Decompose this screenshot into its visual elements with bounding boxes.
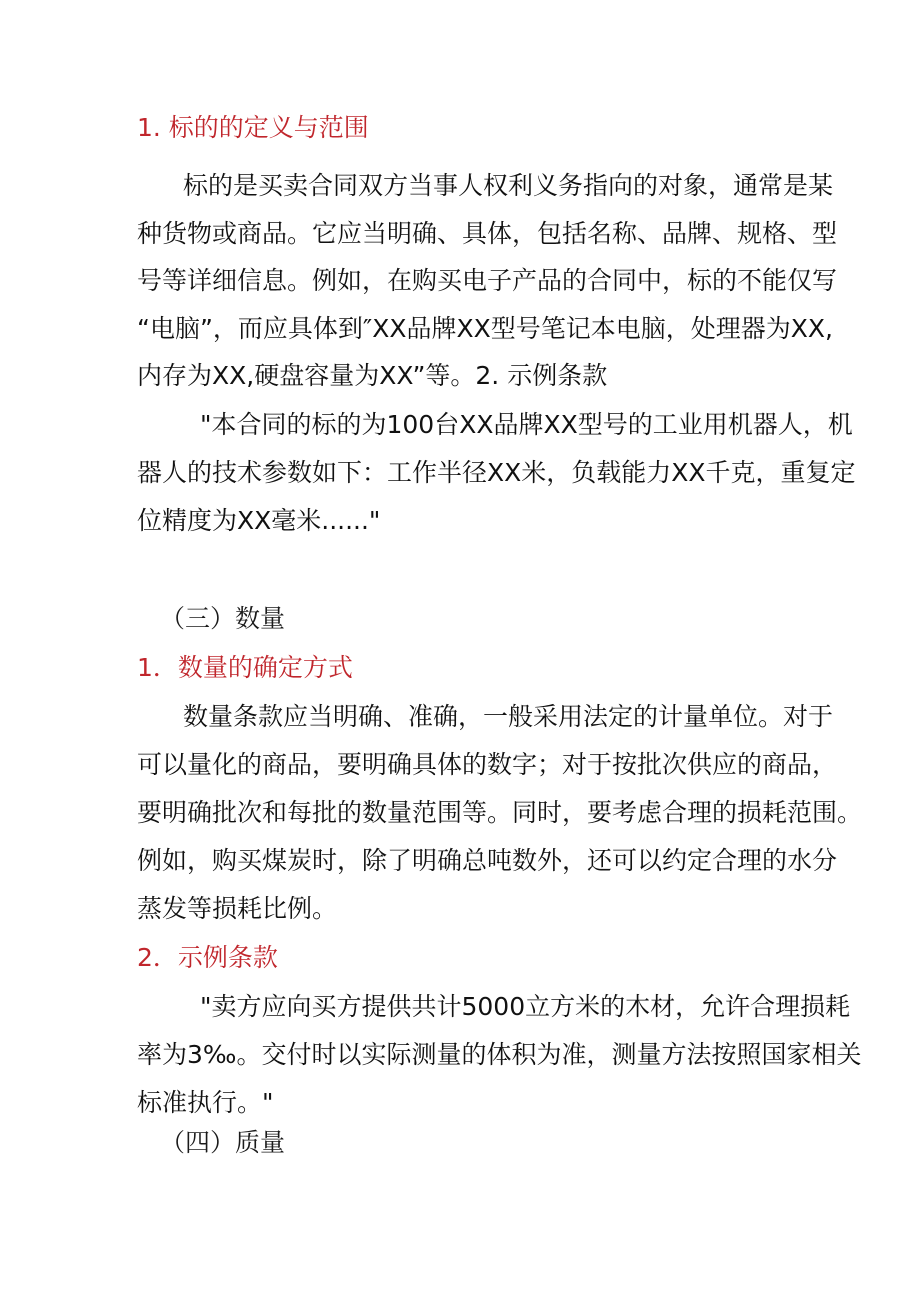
paragraph-line: “电脑”，而应具体到″XX品牌XX型号笔记本电脑，处理器为XX, xyxy=(137,314,833,343)
subsection-heading-quantity-method: 1．数量的确定方式 xyxy=(137,653,353,682)
paragraph-line: 号等详细信息。例如，在购买电子产品的合同中，标的不能仅写 xyxy=(137,266,838,295)
paragraph-line: 蒸发等损耗比例。 xyxy=(137,894,338,923)
example-clause-line: "卖方应向买方提供共计5000立方米的木材，允许合理损耗 xyxy=(200,992,851,1021)
paragraph-line: 例如，购买煤炭时，除了明确总吨数外，还可以约定合理的水分 xyxy=(137,846,838,875)
paragraph-line: 要明确批次和每批的数量范围等。同时，要考虑合理的损耗范围。 xyxy=(137,798,863,827)
example-clause-line: 位精度为XX毫米......" xyxy=(137,506,381,535)
example-clause-line: 器人的技术参数如下：工作半径XX米，负载能力XX千克，重复定 xyxy=(137,458,856,487)
section-heading-quantity: （三）数量 xyxy=(160,604,286,633)
paragraph-line: 可以量化的商品，要明确具体的数字；对于按批次供应的商品， xyxy=(137,750,838,779)
subsection-heading-example-clause: 2．示例条款 xyxy=(137,943,278,972)
paragraph-line: 数量条款应当明确、准确，一般采用法定的计量单位。对于 xyxy=(183,702,834,731)
section-heading-quality: （四）质量 xyxy=(160,1128,286,1157)
section-heading-subject-definition: 1. 标的的定义与范围 xyxy=(137,113,369,142)
paragraph-line: 种货物或商品。它应当明确、具体，包括名称、品牌、规格、型 xyxy=(137,219,838,248)
paragraph-line: 标的是买卖合同双方当事人权利义务指向的对象，通常是某 xyxy=(183,171,834,200)
example-clause-line: 标准执行。" xyxy=(137,1088,274,1117)
paragraph-line: 内存为XX,硬盘容量为XX”等。2. 示例条款 xyxy=(137,361,608,390)
example-clause-line: "本合同的标的为100台XX品牌XX型号的工业用机器人，机 xyxy=(200,410,853,439)
example-clause-line: 率为3‰。交付时以实际测量的体积为准，测量方法按照国家相关 xyxy=(137,1040,862,1069)
